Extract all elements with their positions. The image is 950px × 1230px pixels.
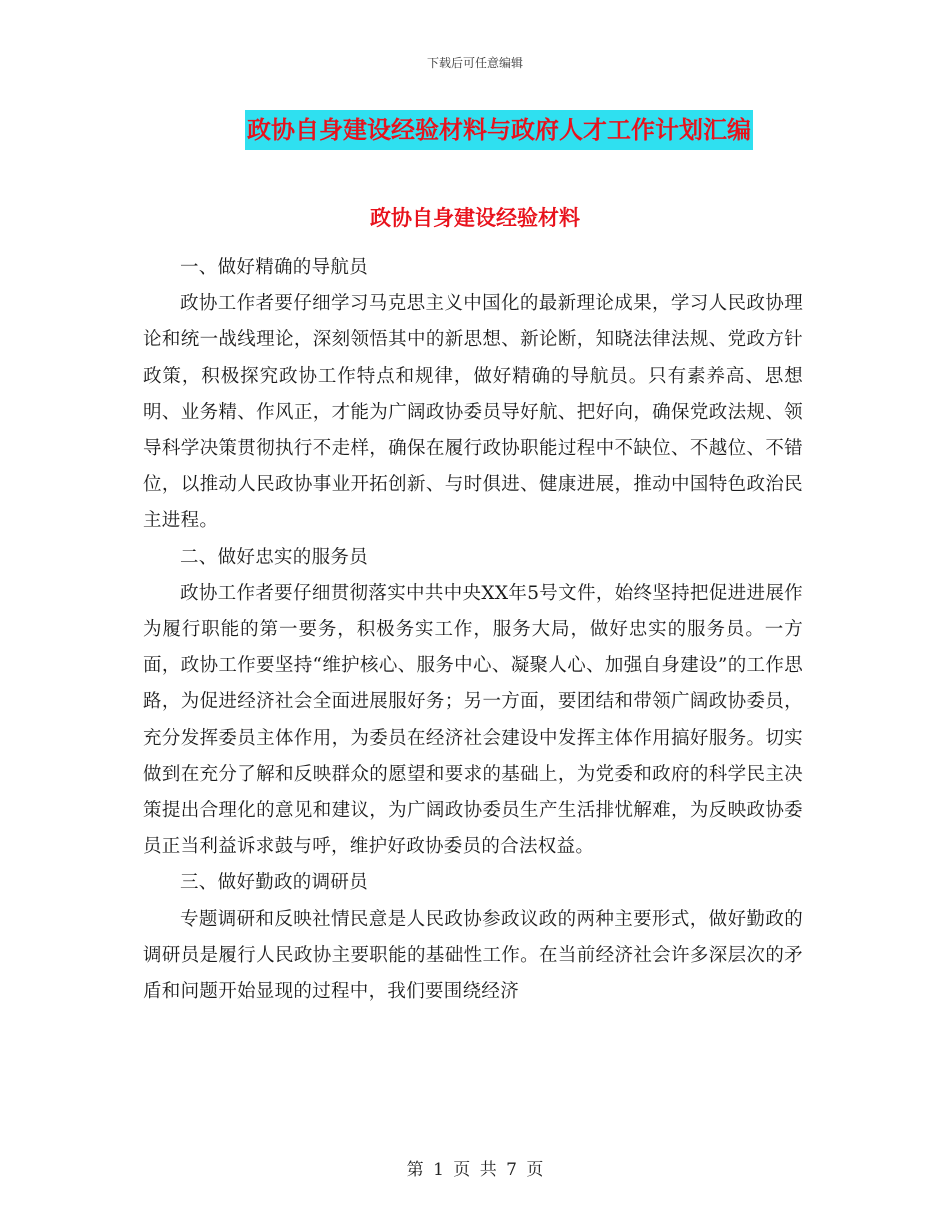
section-heading: 三、做好勤政的调研员	[180, 872, 369, 894]
document-title-container	[0, 110, 950, 150]
document-body	[143, 250, 803, 1010]
section-title: 政协自身建设经验材料	[370, 206, 580, 230]
document-title: 政协自身建设经验材料与政府人才工作计划汇编	[245, 110, 753, 150]
section-heading: 一、做好精确的导航员	[180, 257, 369, 278]
section-heading: 二、做好忠实的服务员	[180, 546, 369, 568]
header-note: 下载后可任意编辑	[426, 56, 523, 70]
page-footer: 第 1 页 共 7 页	[406, 1160, 544, 1180]
body-paragraph: 政协工作者要仔细学习马克思主义中国化的最新理论成果，学习人民政协理论和统一战线理论，深刻领悟其中的新思想、新论断，知晓法律法规、党政方针政策，积极探究政协工作特点和规律，做好精确的导航员。只有素养高、思想明、业务精、作风正，才能为广阔政协委员导好航、把好向，确保党政法规、领导科学决策贯彻执行不走样，确保在履行政协职能过程中不缺位、不越位、不错位，以推动人民政协事业开拓创新、与时俱进、健康进展，推动中国特色政治民主进程。	[143, 293, 803, 532]
body-paragraph: 专题调研和反映社情民意是人民政协参政议政的两种主要形式，做好勤政的调研员是履行人民政协主要职能的基础性工作。在当前经济社会许多深层次的矛盾和问题开始显现的过程中，我们要围绕经济	[143, 908, 803, 1003]
body-paragraph: 政协工作者要仔细贯彻落实中共中央XX年5号文件，始终坚持把促进进展作为履行职能的第一要务，积极务实工作，服务大局，做好忠实的服务员。一方面，政协工作要坚持“维护核心、服务中心、凝聚人心、加强自身建设”的工作思路，为促进经济社会全面进展服好务；另一方面，要团结和带领广阔政协委员，充分发挥委员主体作用，为委员在经济社会建设中发挥主体作用搞好服务。切实做到在充分了解和反映群众的愿望和要求的基础上，为党委和政府的科学民主决策提出合理化的意见和建议，为广阔政协委员生产生活排忧解难，为反映政协委员正当利益诉求鼓与呼，维护好政协委员的合法权益。	[143, 582, 803, 858]
